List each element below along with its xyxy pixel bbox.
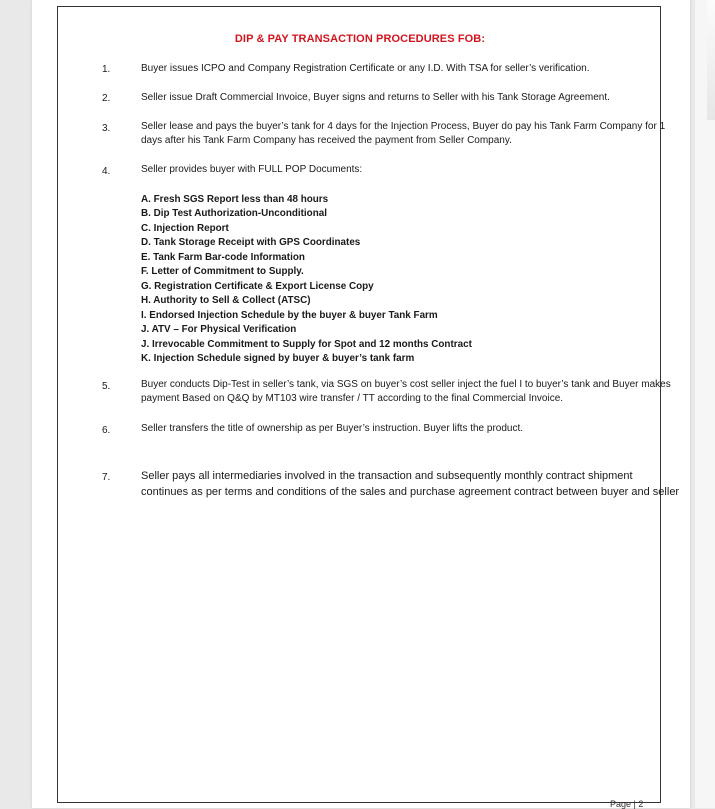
step-4-number: 4. (102, 166, 111, 177)
step-3-number: 3. (102, 123, 111, 134)
pop-document-item: H. Authority to Sell & Collect (ATSC) (141, 295, 311, 307)
page-border (57, 6, 680, 803)
pop-document-item: K. Injection Schedule signed by buyer & buyer’s tank farm (141, 352, 415, 364)
pop-document-item: B. Dip Test Authorization-Unconditional (141, 208, 327, 220)
document-title: DIP & PAY TRANSACTION PROCEDURES FOB: (234, 33, 486, 45)
pop-document-item: J. Irrevocable Commitment to Supply for Spot and 12 months Contract (141, 338, 472, 350)
step-5-number: 5. (102, 381, 111, 392)
step-4-text: Seller provides buyer with FULL POP Documents: (141, 164, 363, 175)
step-2-number: 2. (102, 93, 111, 104)
pop-document-item: J. ATV – For Physical Verification (141, 324, 297, 336)
pop-document-item: C. Injection Report (141, 222, 229, 234)
pop-document-item: E. Tank Farm Bar-code Information (141, 251, 305, 263)
step-1-number: 1. (102, 64, 111, 75)
step-6-text: Seller transfers the title of ownership as per Buyer’s instruction. Buyer lifts the product. (141, 423, 524, 434)
step-3-text: Seller lease and pays the buyer’s tank for 4 days for the Injection Process, Buyer do pay his Tank Farm Company for 1 days after his Tank Farm Company has received the payment from Seller Company. (141, 121, 666, 147)
pop-document-item: D. Tank Storage Receipt with GPS Coordinates (141, 237, 361, 249)
pop-document-item: G. Registration Certificate & Export License Copy (141, 280, 374, 292)
pop-document-item: I. Endorsed Injection Schedule by the buyer & buyer Tank Farm (141, 309, 438, 321)
document-page (32, 0, 690, 808)
step-5-text: Buyer conducts Dip-Test in seller’s tank, via SGS on buyer’s cost seller inject the fuel I to buyer’s tank and Buyer makes payment Based on Q&Q by MT103 wire transfer / TT according to the final Commercial Invoice. (141, 379, 671, 405)
pop-documents-list (141, 193, 661, 366)
viewer-shadow-edge (707, 0, 715, 120)
pop-document-item: F. Letter of Commitment to Supply. (141, 266, 304, 278)
viewer-scroll-edge (695, 0, 715, 808)
step-7-number: 7. (102, 472, 111, 483)
pop-document-item: A. Fresh SGS Report less than 48 hours (141, 194, 329, 205)
step-6-number: 6. (102, 425, 111, 436)
step-7-text: Seller pays all intermediaries involved in the transaction and subsequently monthly contract shipment continues as per terms and conditions of the sales and purchase agreement contract between buyer and seller (141, 470, 680, 498)
step-2-text: Seller issue Draft Commercial Invoice, Buyer signs and returns to Seller with his Tank Storage Agreement. (141, 92, 610, 103)
page-number: Page | 2 (610, 799, 644, 809)
step-1-text: Buyer issues ICPO and Company Registration Certificate or any I.D. With TSA for seller’s verification. (141, 63, 590, 74)
